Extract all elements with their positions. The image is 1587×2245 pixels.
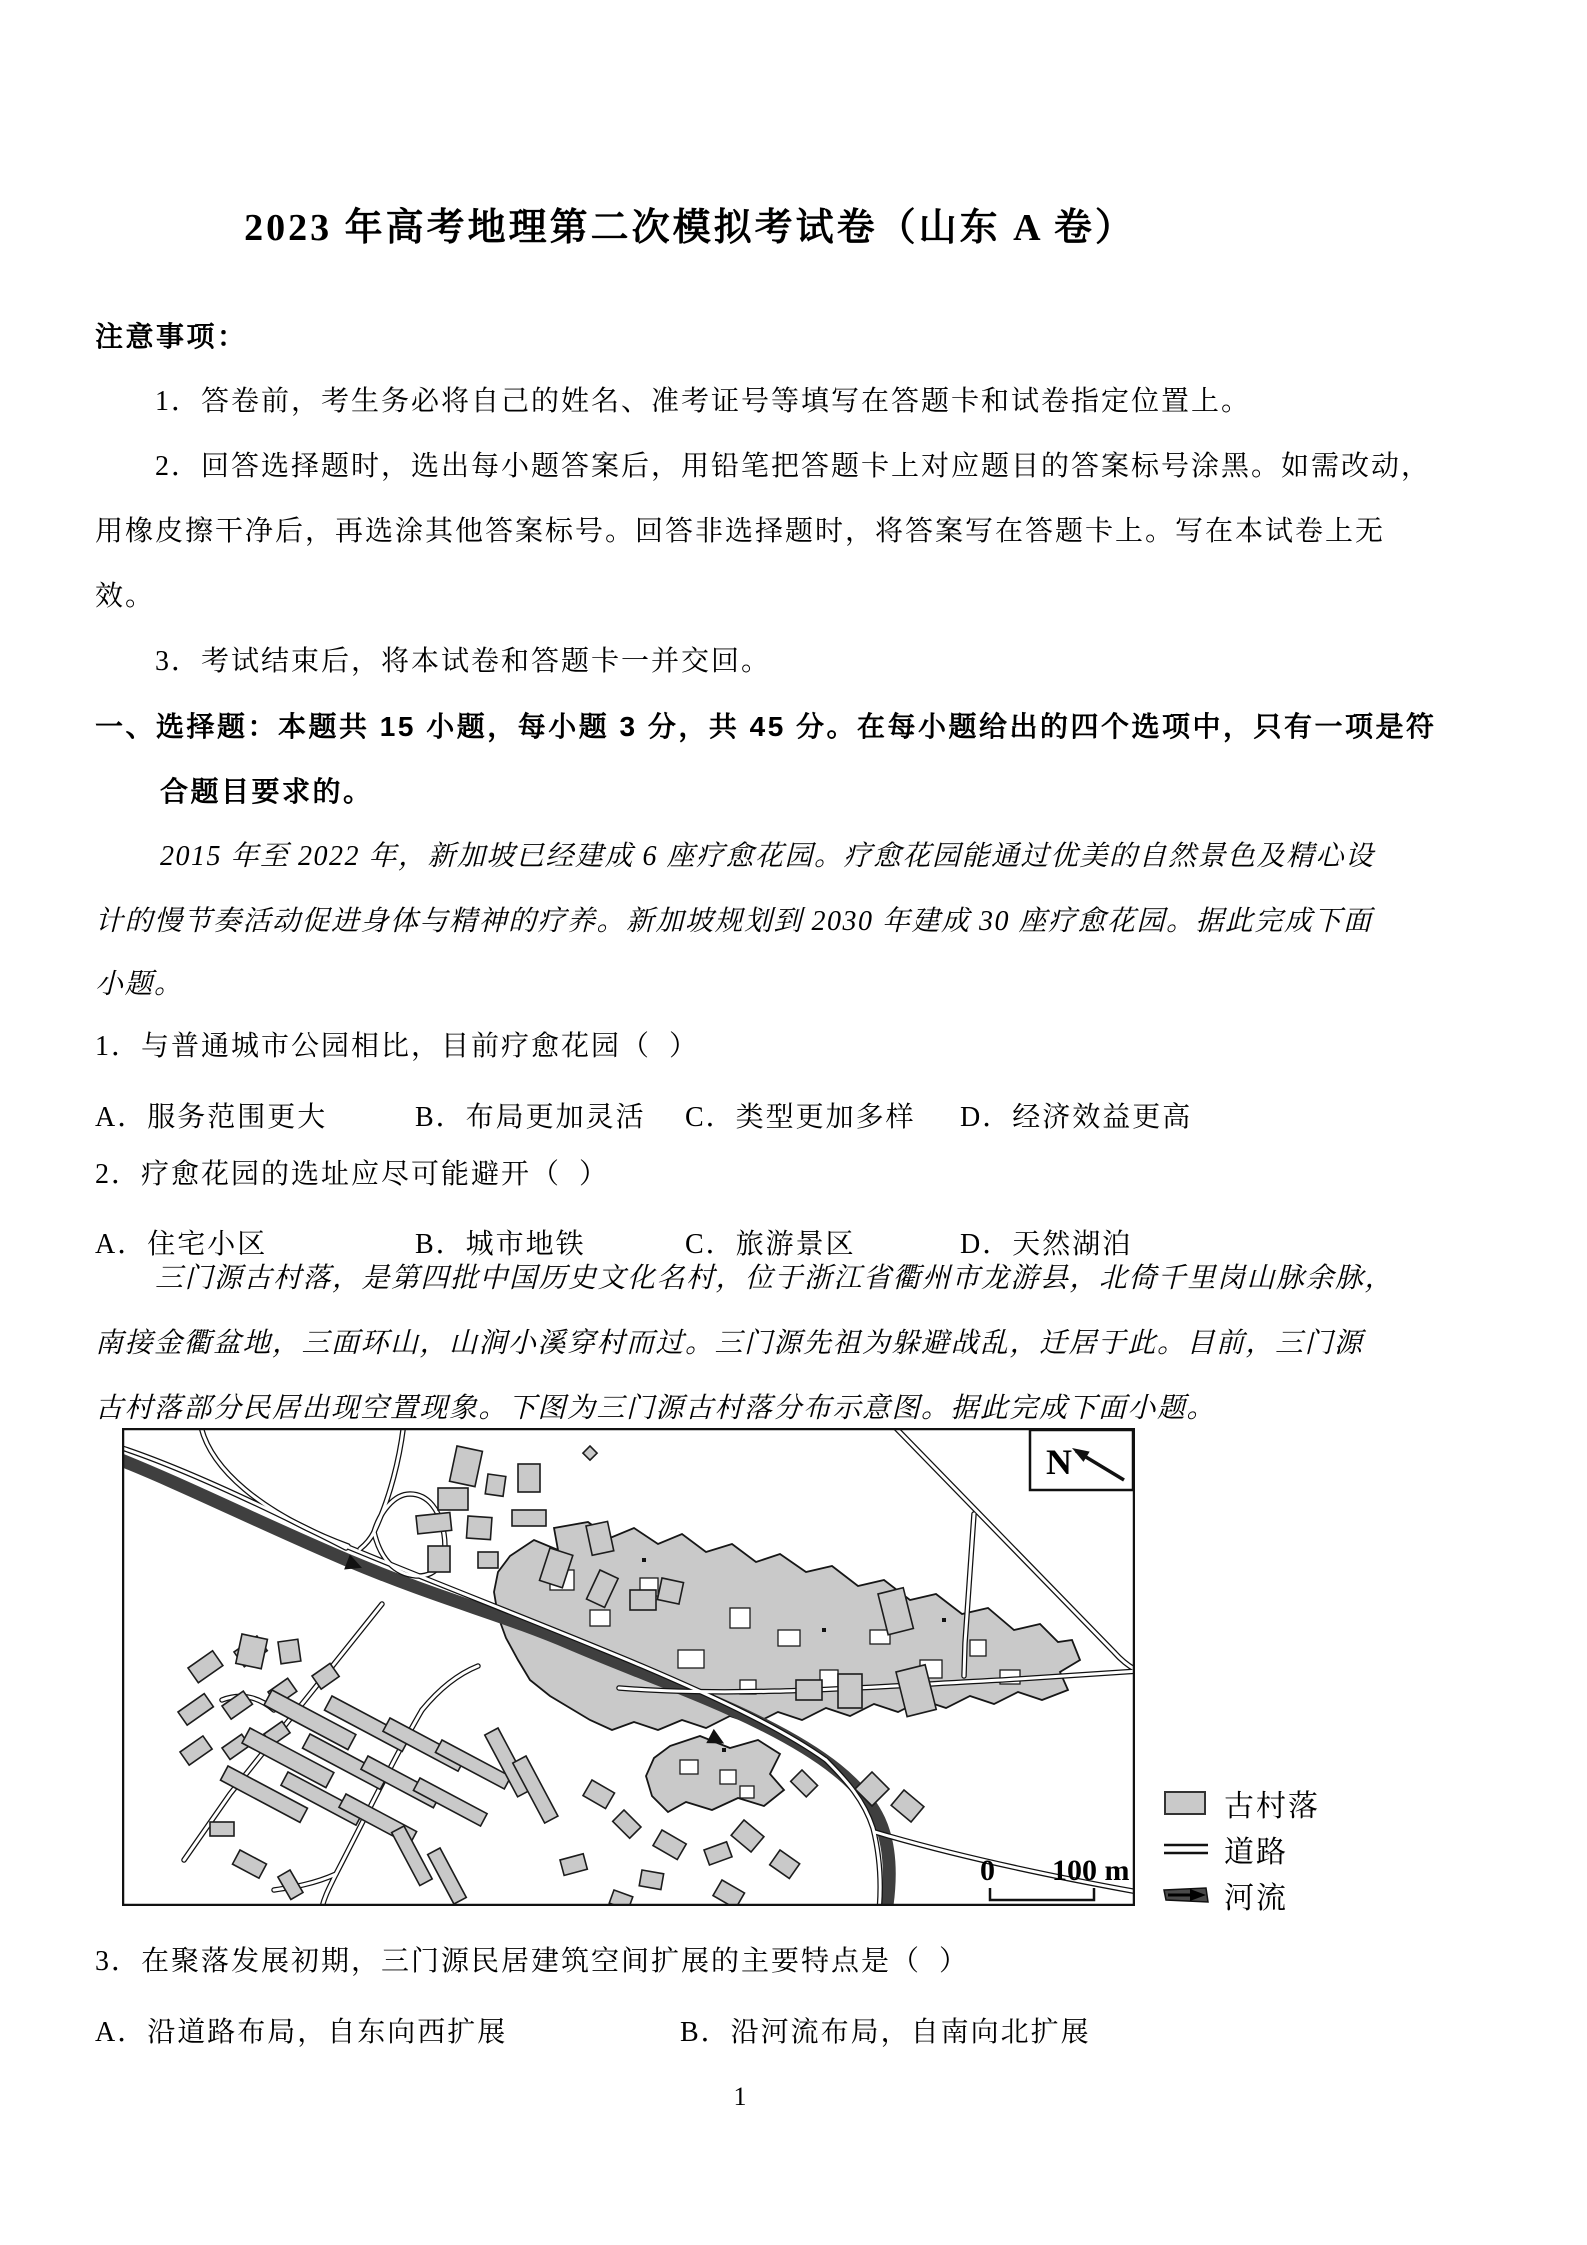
- question-1-options: [95, 1095, 1495, 1135]
- q1-option-a: A．服务范围更大: [95, 1102, 328, 1133]
- page-title: 2023 年高考地理第二次模拟考试卷（山东 A 卷）: [244, 207, 1136, 249]
- section-heading-line-1: 一、选择题：本题共 15 小题，每小题 3 分，共 45 分。在每小题给出的四个选项中，只有一项是符: [95, 711, 1437, 742]
- notice-item-3: 3．考试结束后，将本试卷和答题卡一并交回。: [155, 646, 772, 677]
- notice-item-1: 1．答卷前，考生务必将自己的姓名、准考证号等填写在答题卡和试卷指定位置上。: [155, 386, 1252, 417]
- q2-option-c: C．旅游景区: [685, 1229, 856, 1260]
- legend-item-village: [1162, 1780, 1422, 1826]
- map-legend: [1162, 1780, 1422, 1918]
- section-heading-line-2: 合题目要求的。: [160, 776, 374, 807]
- passage2-line-2: 南接金衢盆地，三面环山，山涧小溪穿村而过。三门源先祖为躲避战乱，迁居于此。目前，三门源: [95, 1328, 1364, 1359]
- notice-item-2-line-1: 2．回答选择题时，选出每小题答案后，用铅笔把答题卡上对应题目的答案标号涂黑。如需改动，: [155, 451, 1432, 482]
- legend-label-river: 河流: [1224, 1882, 1288, 1915]
- north-label: N: [1046, 1442, 1072, 1482]
- notice-item-2-line-2: 用橡皮擦干净后，再选涂其他答案标号。回答非选择题时，将答案写在答题卡上。写在本试卷上无: [95, 516, 1386, 547]
- q2-option-b: B．城市地铁: [415, 1229, 586, 1260]
- legend-item-road: [1162, 1826, 1422, 1872]
- question-2-stem: 2．疗愈花园的选址应尽可能避开（ ）: [95, 1159, 610, 1190]
- road-swatch-icon: [1162, 1835, 1210, 1863]
- passage1-line-1: 2015 年至 2022 年，新加坡已经建成 6 座疗愈花园。疗愈花园能通过优美的自然景色及精心设: [160, 841, 1375, 872]
- q1-option-c: C．类型更加多样: [685, 1102, 916, 1133]
- passage2-line-3: 古村落部分民居出现空置现象。下图为三门源古村落分布示意图。据此完成下面小题。: [95, 1393, 1217, 1424]
- notice-item-2-line-3: 效。: [95, 581, 156, 612]
- notice-heading: 注意事项：: [95, 321, 248, 352]
- page-number: 1: [733, 2082, 747, 2111]
- q1-option-b: B．布局更加灵活: [415, 1102, 646, 1133]
- q3-option-a: A．沿道路布局，自东向西扩展: [95, 2017, 508, 2048]
- north-arrow-icon: [1030, 1430, 1133, 1490]
- village-map-figure: [122, 1428, 1322, 1928]
- passage1-line-3: 小题。: [95, 969, 184, 1000]
- scale-distance-label: 100 m: [1052, 1854, 1130, 1887]
- q3-option-b: B．沿河流布局，自南向北扩展: [680, 2017, 1091, 2048]
- q2-option-a: A．住宅小区: [95, 1229, 268, 1260]
- legend-label-village: 古村落: [1224, 1790, 1320, 1823]
- q1-option-d: D．经济效益更高: [960, 1102, 1193, 1133]
- question-3-stem: 3．在聚落发展初期，三门源民居建筑空间扩展的主要特点是（ ）: [95, 1946, 970, 1977]
- village-map: [122, 1428, 1135, 1906]
- passage1-line-2: 计的慢节奏活动促进身体与精神的疗养。新加坡规划到 2030 年建成 30 座疗愈花园。据此完成下面: [95, 906, 1373, 937]
- village-swatch-icon: [1162, 1789, 1210, 1817]
- village-mass-south: [646, 1736, 784, 1812]
- q2-option-d: D．天然湖泊: [960, 1229, 1133, 1260]
- scale-zero-label: 0: [980, 1854, 995, 1887]
- question-1-stem: 1．与普通城市公园相比，目前疗愈花园（ ）: [95, 1031, 700, 1062]
- passage2-line-1: 三门源古村落，是第四批中国历史文化名村，位于浙江省衢州市龙游县，北倚千里岗山脉余脉，: [155, 1263, 1395, 1294]
- river-swatch-icon: [1162, 1881, 1210, 1909]
- legend-item-river: [1162, 1872, 1422, 1918]
- question-3-options: [95, 2010, 1495, 2050]
- question-2-options: [95, 1222, 1495, 1262]
- legend-label-road: 道路: [1224, 1836, 1288, 1869]
